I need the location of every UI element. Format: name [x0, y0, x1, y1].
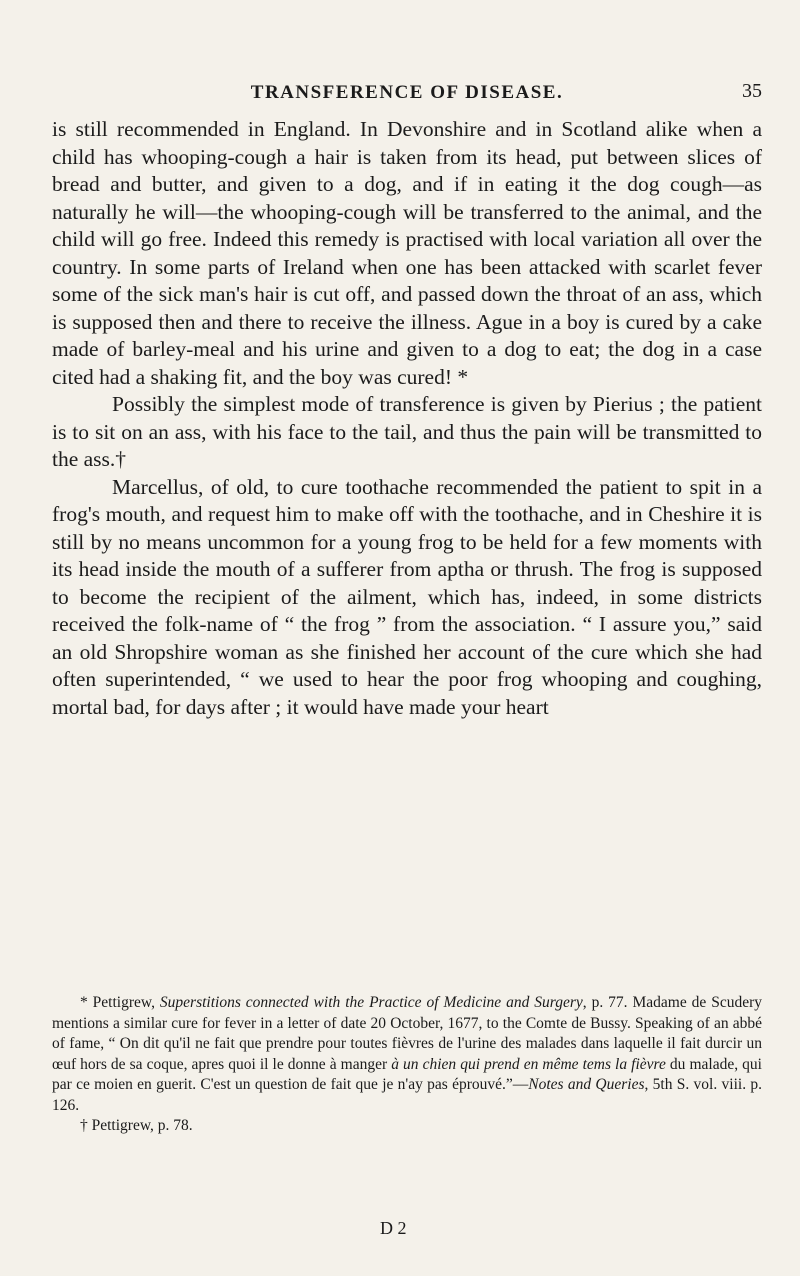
- footnote-1-part-d: , 5th S. vol. viii. p. 126.: [52, 1076, 762, 1114]
- paragraph-2: Possibly the simplest mode of transference is given by Pierius ; the patient is to sit on an ass, with his face to the tail, and thus the pain will be transmitted to the ass.†: [52, 392, 762, 471]
- signature-mark: D 2: [380, 1218, 407, 1238]
- footnote-1-part-c: du malade, qui par ce moien en guerit. C'est un question de fait que je n'ay pas éprouvé.”—: [52, 1055, 762, 1093]
- footnote-1-part-a: * Pettigrew,: [80, 994, 160, 1011]
- footnotes: [52, 993, 762, 1137]
- page-number: 35: [742, 80, 762, 102]
- footnote-2: † Pettigrew, p. 78.: [80, 1117, 193, 1134]
- footnote-1-title: Superstitions connected with the Practice of Medicine and Surgery: [159, 994, 583, 1011]
- paragraph-1: is still recommended in England. In Devonshire and in Scotland alike when a child has whooping-cough a hair is taken from its head, put between slices of bread and butter, and given to a dog, and if in eating it the dog cough—as naturally he will—the whooping-cough will be transferred to the animal, and the child will go free. Indeed this remedy is practised with local variation all over the country. In some parts of Ireland when one has been attacked with scarlet fever some of the sick man's hair is cut off, and passed down the throat of an ass, which is supposed then and there to receive the illness. Ague in a boy is cured by a cake made of barley-meal and his urine and given to a dog to eat; the dog in a case cited had a shaking fit, and the boy was cured! *: [52, 117, 762, 389]
- footnote-1-part-b: , p. 77. Madame de Scudery mentions a similar cure for fever in a letter of date 20 October, 1677, to the Comte de Bussy. Speaking of an abbé of fame, “ On dit qu'il ne fait que prendre pour toutes fièvres de l'urine des malades dans laquelle il fait durcir un œuf hors de sa coque, apres quoi il le donne à manger: [52, 994, 762, 1073]
- running-head: TRANSFERENCE OF DISEASE.: [250, 82, 564, 103]
- main-text: [52, 116, 762, 721]
- footnote-1: [52, 993, 762, 1116]
- paragraph-3: Marcellus, of old, to cure toothache recommended the patient to spit in a frog's mouth, and request him to make off with the toothache, and in Cheshire it is still by no means uncommon for a young frog to be held for a few moments with its head inside the mouth of a sufferer from aptha or thrush. The frog is supposed to become the recipient of the ailment, which has, indeed, in some districts received the folk-name of “ the frog ” from the association. “ I assure you,” said an old Shropshire woman as she finished her account of the cure which she had often superintended, “ we used to hear the poor frog whooping and coughing, mortal bad, for days after ; it would have made your heart: [52, 474, 762, 719]
- page-header: [52, 78, 762, 108]
- footnote-1-source: Notes and Queries: [528, 1076, 645, 1093]
- footnote-1-italic-quote: à un chien qui prend en même tems la fièvre: [391, 1055, 666, 1073]
